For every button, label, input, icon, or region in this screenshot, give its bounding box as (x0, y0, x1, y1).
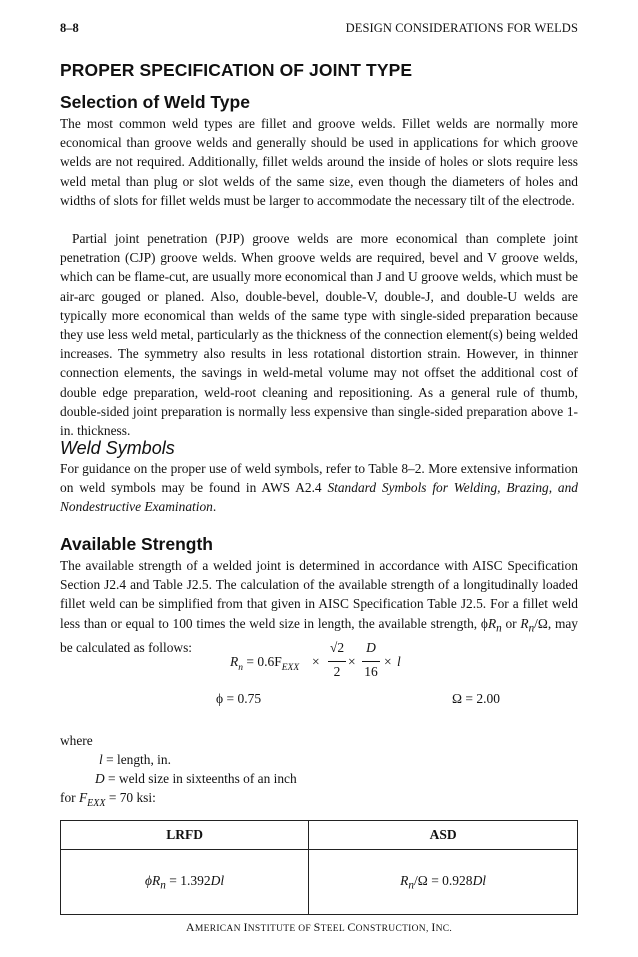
def-d-symbol: D (95, 771, 105, 786)
def-d-text: = weld size in sixteenths of an inch (104, 771, 297, 786)
eq-d (362, 640, 380, 656)
footer-nstitute: NSTITUTE OF (247, 924, 314, 934)
weld-symbols-period: . (212, 499, 217, 515)
footer-i: I (243, 920, 248, 934)
available-strength-text: The available strength of a welded joint is determined in accordance with AISC Specification Section J2.4 and Table J2.5. The calculation of the available strength of a longitudinally loaded fillet weld can be simplified from that given in AISC Specification Table J2.5. For a fillet weld less than or equal to 100 times the weld size in length, the available strength, (60, 558, 578, 631)
lrfd-phi: ϕR (145, 872, 161, 888)
eq-r: R (230, 654, 239, 669)
asd-header: ASD (309, 821, 578, 850)
for-fexx (60, 790, 156, 809)
asd-eq: /Ω = 0.928 (414, 872, 473, 888)
for-value: = 70 ksi: (105, 790, 156, 805)
definition-l (99, 752, 171, 768)
r-symbol: R (487, 615, 497, 631)
lrfd-asd-table (60, 820, 578, 915)
lrfd-dl: Dl (210, 872, 225, 888)
for-f: F (78, 790, 88, 805)
footer-c: C (347, 920, 356, 934)
def-l-text: = length, in. (102, 752, 171, 767)
section-title: PROPER SPECIFICATION OF JOINT TYPE (60, 60, 413, 80)
footer-inc-i: I (431, 920, 436, 934)
lrfd-header: LRFD (61, 821, 309, 850)
weld-symbols-heading: Weld Symbols (60, 438, 175, 458)
weld-type-paragraph-1: The most common weld types are fillet and groove welds. Fillet welds are normally more economical than groove welds and generally should be used in applications for which groove welds are not required. Additionally, fillet welds around the inside of holes or slots require less weld metal than plug or slot welds of the same size, even though the diameters of holes and widths of slots for fillet welds must be larger to accommodate the necessary tilt of the electrode. (60, 116, 578, 208)
weld-type-paragraph-2: Partial joint penetration (PJP) groove welds are more economical than complete joint penetration (CJP) groove welds. When groove welds are required, bevel and V groove welds, which can be flame-cut, are usually more economical than J and U groove welds, which must be air-arc gouged or planed. Also, double-bevel, double-V, double-J, and double-U welds are typically more economical than welds of the same type with single-sided preparation because they use less weld metal, particularly as the thickness of the connection element(s) being welded increases. The symmetry also results in less rotational distortion strain. However, in thinner connection elements, the savings in weld-metal volume may not offset the additional cost of double edge preparation, weld-root cleaning and repositioning. As a general rule of thumb, double-sided joint preparation is normally less expensive than single-sided preparation above 1-in. thickness. (60, 231, 578, 439)
eq-frac-bar-2 (362, 661, 380, 662)
running-title: DESIGN CONSIDERATIONS FOR WELDS (345, 21, 578, 35)
for-exx: EXX (87, 797, 106, 809)
or-text: or (501, 615, 521, 631)
eq-n: n (238, 663, 243, 673)
omega-value: Ω = 2.00 (452, 691, 501, 706)
table-header-row (61, 821, 578, 850)
eq-sixteen: 16 (364, 664, 378, 679)
footer-onstruction: ONSTRUCTION, (355, 924, 432, 934)
lrfd-eq: = 1.392 (165, 872, 211, 888)
eq-times-3: × (384, 654, 392, 669)
eq-l (397, 654, 401, 670)
eq-lhs: = 0.6F (246, 654, 282, 669)
footer-nc: NC. (435, 924, 453, 934)
eq-sqrt2: √2 (329, 640, 345, 655)
weld-symbols-paragraph (60, 459, 578, 517)
weld-type-heading: Selection of Weld Type (60, 92, 250, 112)
r-symbol-2: R (520, 615, 529, 631)
available-strength-text-end: , may be calculated as follows: (60, 615, 578, 656)
asd-r: R (400, 872, 409, 888)
footer-s: S (313, 920, 321, 934)
equation-r-n (230, 654, 300, 673)
eq-times-1: × (312, 654, 320, 669)
asd-dl: Dl (472, 872, 487, 888)
footer-publisher (0, 920, 638, 935)
n-subscript: n (496, 622, 502, 635)
available-strength-heading: Available Strength (60, 534, 213, 554)
asd-n: n (408, 879, 415, 892)
eq-two: 2 (333, 664, 341, 679)
phi-symbol: ϕ (480, 615, 488, 631)
footer-teel: TEEL (320, 924, 348, 934)
phi-value: ϕ = 0.75 (216, 691, 262, 706)
available-strength-paragraph (60, 556, 578, 658)
weld-symbols-text: For guidance on the proper use of weld symbols, refer to Table 8–2. More extensive information on weld symbols may be found in AWS A2.4 (60, 461, 578, 496)
where-label: where (60, 733, 93, 748)
omega-slash: /Ω (534, 615, 548, 631)
eq-l-letter: l (397, 654, 401, 669)
n-subscript-2: n (528, 622, 535, 635)
def-l-symbol: l (99, 752, 103, 767)
for-text: for (60, 790, 79, 805)
eq-exx: EXX (281, 663, 300, 673)
eq-times-2: × (348, 654, 356, 669)
definition-d (95, 771, 297, 787)
footer-a: A (185, 920, 195, 934)
asd-cell (309, 850, 578, 915)
lrfd-n: n (160, 879, 166, 892)
page-number: 8–8 (60, 21, 79, 35)
eq-frac-bar-1 (328, 661, 346, 662)
footer-merican: MERICAN (194, 924, 244, 934)
lrfd-cell (61, 850, 309, 915)
aws-reference: Standard Symbols for Welding, Brazing, and Nondestructive Examination (60, 480, 579, 515)
table-row (61, 850, 578, 915)
eq-d-letter: D (366, 640, 376, 655)
